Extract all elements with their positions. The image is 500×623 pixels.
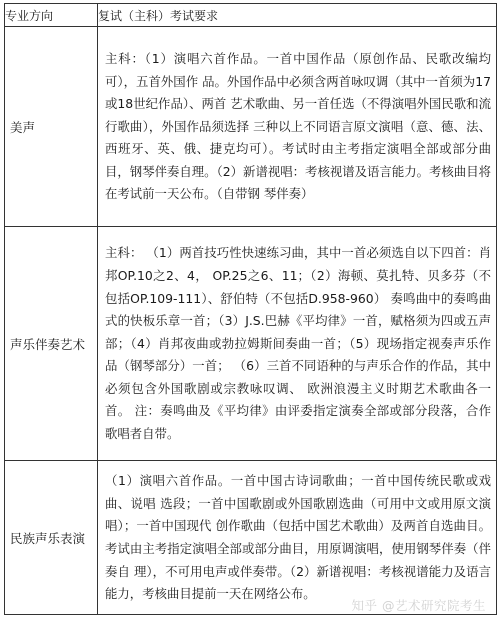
table-row-folk-vocal (5, 461, 497, 615)
table-row-bel-canto (5, 27, 497, 227)
requirement-text: 主科：（1）演唱六首作品。一首中国作品（原创作品、民歌改编均可），五首外国作 品。外国作品中必须含两首咏叹调（其中一首须为17或18世纪作品）、两首 艺术歌曲、另一首任选（不得演唱外国民歌和流行歌曲），外国作品须选择 三种以上不同语言原文演唱（意、德、法、西班牙、英、俄、捷克均可）。考试时由主考指定演唱全部或部分曲目，钢琴伴奏自理。（2）新谱视唱：考核视谱及语言能力。考核曲目将在考试前一天公布。（自带钢 琴伴奏） (98, 27, 497, 227)
requirement-text: （1）演唱六首作品。一首中国古诗词歌曲；一首中国传统民歌或戏曲、说唱 选段；一首中国歌剧或外国歌剧选曲（可用中文或用原文演唱）；一首中国现代 创作歌曲（包括中国艺术歌曲）及两首自选曲目。 考试由主考指定演唱全部或部分曲目，用原调演唱，使用钢琴伴奏（伴奏自 理），不可用电声或伴奏带。（2）新谱视唱：考核视谱能力及语言能力，考核曲目提前一天在网络公布。 (98, 461, 497, 615)
category-label: 民族声乐表演 (5, 461, 98, 615)
requirement-text: 主科： （1）两首技巧性快速练习曲，其中一首必须选自以下四首：肖邦OP.10之2、4， OP.25之6、11；（2）海顿、莫扎特、贝多芬（不包括OP.109-111）、舒伯特（不包括D.958-960） 奏鸣曲中的奏鸣曲式的快板乐章一首；（3）J.S.巴赫《平均律》一首，赋格须为四或五声部；（4）肖邦夜曲或勃拉姆斯间奏曲一首；（5）现场指定视奏声乐作品（钢琴部分）一首； （6）三首不同语种的与声乐合作的作品，其中必须包含外国歌剧或宗教咏叹调、 欧洲浪漫主义时期艺术歌曲各一首。 注：奏鸣曲及《平均律》由评委指定演奏全部或部分段落，合作歌唱者自带。 (98, 227, 497, 461)
exam-requirements-table (4, 3, 497, 615)
header-requirements: 复试（主科）考试要求 (98, 4, 497, 27)
table-row-vocal-accompaniment (5, 227, 497, 461)
header-major: 专业方向 (5, 4, 98, 27)
table-header-row (5, 4, 497, 27)
watermark: 知乎 @艺术研究院考生 (351, 598, 486, 613)
category-label: 美声 (5, 27, 98, 227)
category-label: 声乐伴奏艺术 (5, 227, 98, 461)
